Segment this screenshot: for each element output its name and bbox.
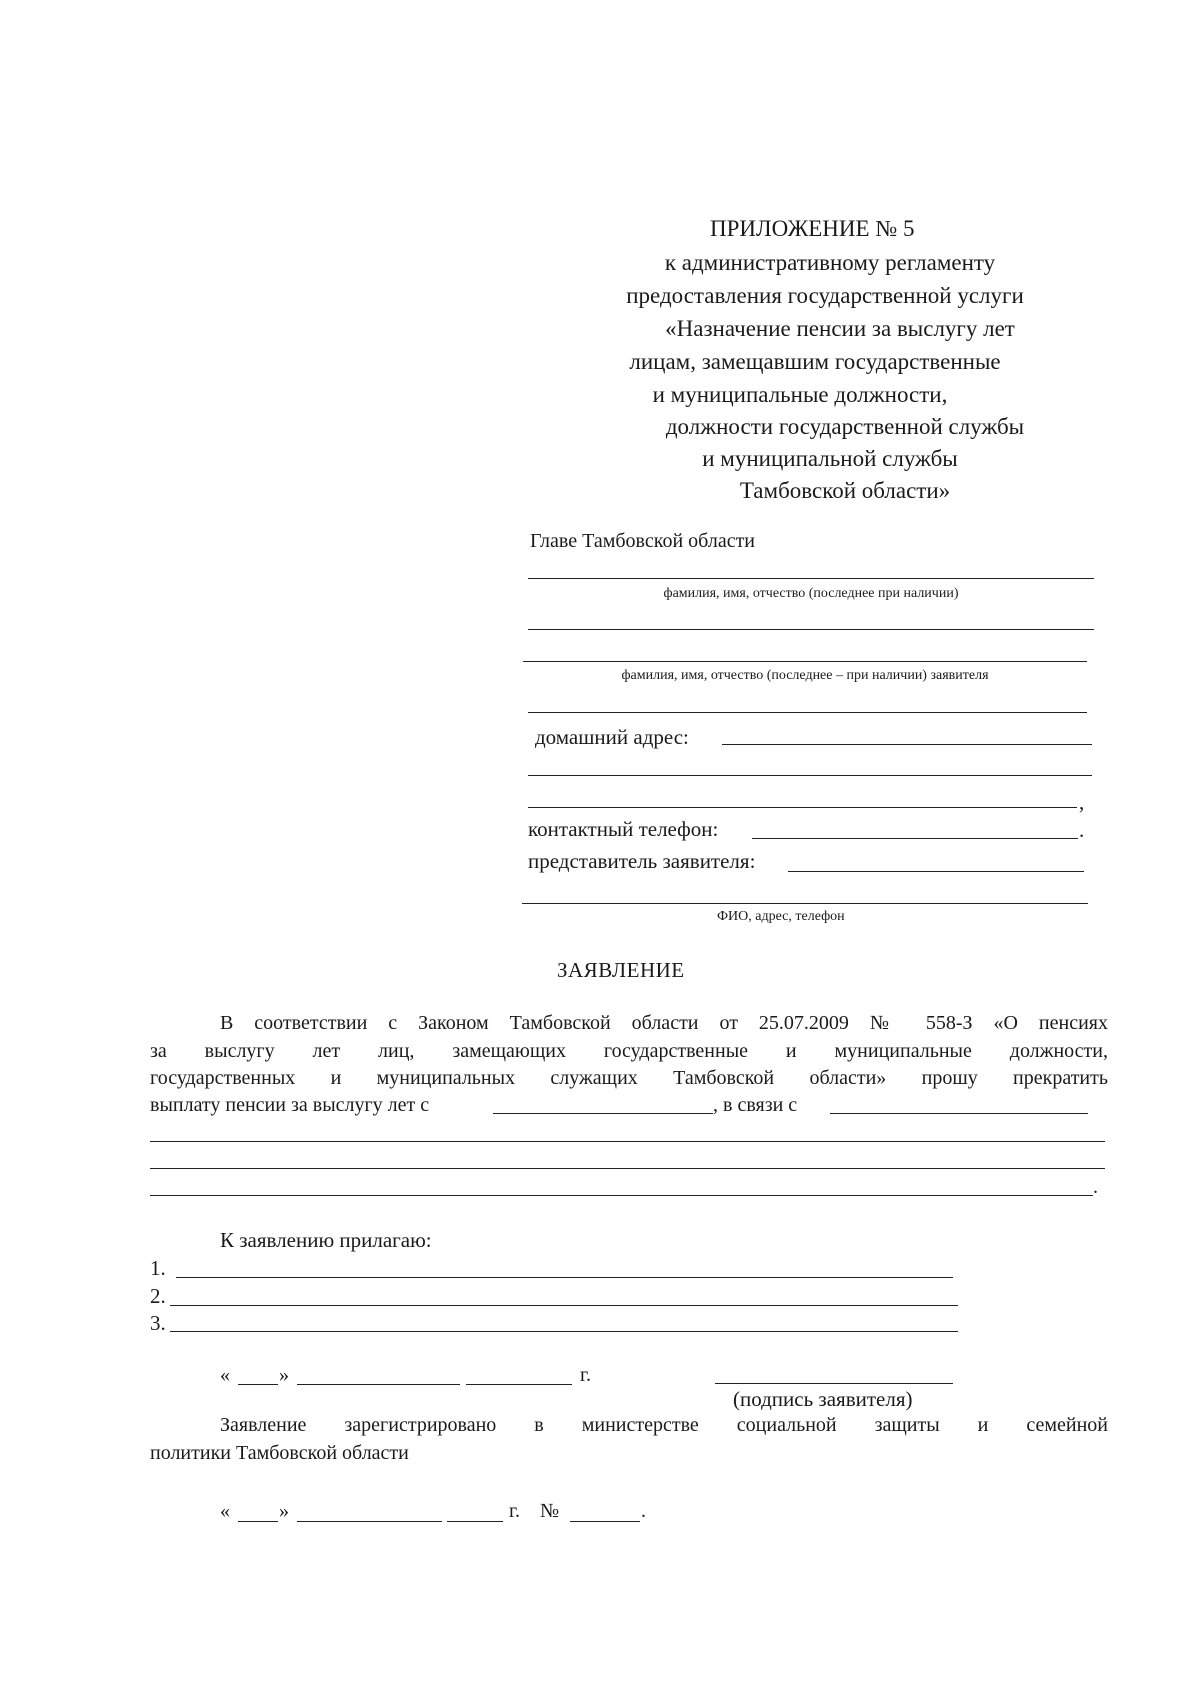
statement-line-4-prefix: выплату пенсии за выслугу лет с: [150, 1094, 430, 1116]
home-address-field-2[interactable]: [528, 775, 1092, 776]
reason-field[interactable]: [830, 1113, 1088, 1114]
head-name-field[interactable]: [528, 578, 1094, 579]
head-name-caption: фамилия, имя, отчество (последнее при наличии): [663, 586, 959, 601]
registration-open-quote: «: [220, 1500, 230, 1522]
attachment-field-2[interactable]: [170, 1305, 958, 1306]
addressee-to: Главе Тамбовской области: [530, 530, 756, 552]
phone-period: .: [1079, 818, 1085, 842]
attachment-number-2: 2.: [150, 1284, 166, 1308]
signature-date-open-quote: «: [220, 1364, 230, 1386]
registration-number-label: №: [540, 1500, 560, 1522]
attachment-field-1[interactable]: [176, 1277, 953, 1278]
representative-caption: ФИО, адрес, телефон: [717, 909, 845, 924]
address-comma: ,: [1079, 790, 1085, 814]
signature-caption: (подпись заявителя): [733, 1387, 913, 1411]
reason-period: .: [1093, 1176, 1098, 1198]
registration-close-quote: »: [279, 1500, 289, 1522]
representative-field[interactable]: [788, 871, 1084, 872]
phone-field[interactable]: [752, 838, 1078, 839]
registration-month-field[interactable]: [297, 1521, 442, 1522]
header-line-1: к административному регламенту: [664, 250, 996, 275]
registration-year-suffix: г.: [509, 1500, 520, 1522]
attachments-label: К заявлению прилагаю:: [220, 1228, 432, 1252]
home-address-field[interactable]: [722, 744, 1092, 745]
stop-date-field[interactable]: [493, 1113, 713, 1114]
home-address-label: домашний адрес:: [535, 725, 689, 749]
signature-date-close-quote: »: [279, 1364, 289, 1386]
applicant-name-caption: фамилия, имя, отчество (последнее – при наличии) заявителя: [621, 668, 989, 683]
applicant-signature-field[interactable]: [715, 1383, 953, 1384]
registration-day-field[interactable]: [238, 1521, 278, 1522]
reason-field-3[interactable]: [150, 1168, 1105, 1169]
representative-label: представитель заявителя:: [528, 849, 756, 873]
registration-line-1: Заявление зарегистрировано в министерстве социальной защиты и семейной: [220, 1414, 1108, 1436]
header-line-4: лицам, замещавшим государственные: [629, 349, 1001, 374]
appendix-title: ПРИЛОЖЕНИЕ № 5: [710, 216, 915, 241]
phone-label: контактный телефон:: [528, 817, 719, 841]
registration-period: .: [641, 1500, 646, 1522]
header-line-2: предоставления государственной услуги: [626, 283, 1024, 308]
representative-field-2[interactable]: [522, 903, 1088, 904]
statement-line-4-mid: , в связи с: [713, 1094, 798, 1116]
attachment-number-1: 1.: [150, 1256, 166, 1280]
statement-title: ЗАЯВЛЕНИЕ: [557, 958, 685, 982]
signature-day-field[interactable]: [238, 1384, 278, 1385]
reason-field-4[interactable]: [150, 1195, 1093, 1196]
signature-month-field[interactable]: [297, 1384, 460, 1385]
statement-line-2: за выслугу лет лиц, замещающих государственные и муниципальные должности,: [150, 1040, 1108, 1062]
registration-line-2: политики Тамбовской области: [150, 1442, 409, 1464]
header-line-7: и муниципальной службы: [702, 446, 958, 471]
registration-number-field[interactable]: [570, 1521, 640, 1522]
signature-year-suffix: г.: [580, 1364, 591, 1386]
head-name-field-2[interactable]: [528, 629, 1094, 630]
header-line-3: «Назначение пенсии за выслугу лет: [665, 316, 1015, 341]
header-line-5: и муниципальные должности,: [652, 382, 948, 407]
registration-year-field[interactable]: [447, 1521, 503, 1522]
attachment-number-3: 3.: [150, 1311, 166, 1335]
statement-line-1: В соответствии с Законом Тамбовской области от 25.07.2009 № 558-З «О пенсиях: [220, 1012, 1108, 1034]
home-address-field-3[interactable]: [528, 807, 1077, 808]
statement-line-3: государственных и муниципальных служащих Тамбовской области» прошу прекратить: [150, 1067, 1108, 1089]
signature-year-field[interactable]: [466, 1384, 572, 1385]
header-line-6: должности государственной службы: [665, 414, 1025, 439]
reason-field-2[interactable]: [150, 1141, 1105, 1142]
header-line-8: Тамбовской области»: [739, 478, 951, 503]
applicant-name-field-2[interactable]: [528, 712, 1087, 713]
applicant-name-field[interactable]: [523, 661, 1087, 662]
attachment-field-3[interactable]: [170, 1331, 958, 1332]
